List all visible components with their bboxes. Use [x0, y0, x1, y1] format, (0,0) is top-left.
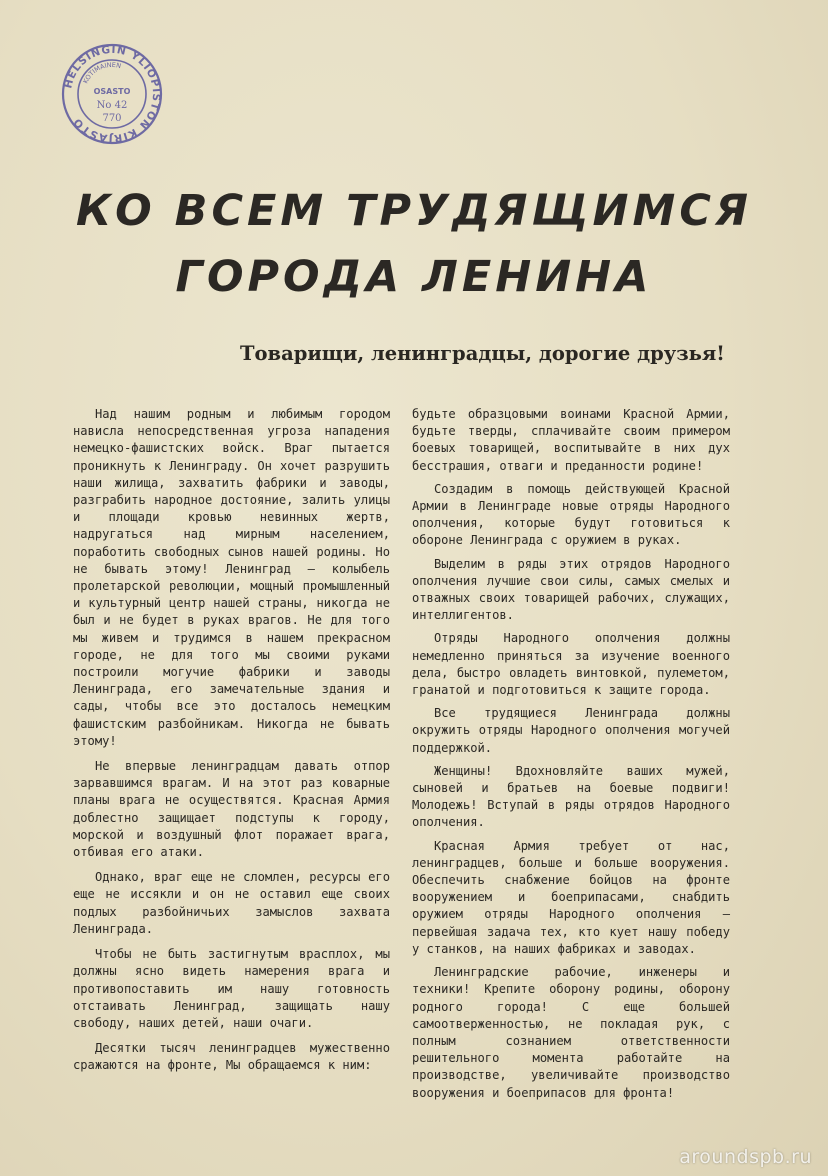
paragraph: Десятки тысяч ленинградцев мужественно сражаются на фронте, Мы обращаемся к ним: [73, 1041, 390, 1073]
paragraph: Ленинградские рабочие, инженеры и техники! Крепите оборону родины, оборону родного города! С еще большей самоотверженностью, не покладая рук, с полным сознанием ответственности решительного момента работайте на производстве, увеличивайте производство вооружения и боеприпасов для фронта! [412, 965, 730, 1100]
paragraph: Над нашим родным и любимым городом нависла непосредственная угроза нападения немецко-фашистских войск. Враг пытается проникнуть к Ленинграду. Он хочет разрушить наши жилища, захватить фабрики и заводы, разграбить народное достояние, залить улицы и площади кровью невинных жертв, надругаться над мирным населением, поработить свободных сынов нашей родины. Но не бывать этому! Ленинград — колыбель пролетарской революции, мощный промышленный и культурный центр нашей страны, никогда не был и не будет в руках врагов. Не для того мы живем и трудимся в нашем прекрасном городе, не для того мы своими руками построили могучие фабрики и заводы Ленинграда, его замечательные здания и сады, чтобы все это досталось немецким фашистским разбойникам. Никогда не бывать этому! [73, 407, 390, 748]
paragraph: Не впервые ленинградцам давать отпор зарвавшимся врагам. И на этот раз коварные планы врага не осуществятся. Красная Армия доблестно защищает подступы к городу, морской и воздушный флот поражает врага, отбивая его атаки. [73, 759, 390, 860]
paragraph: Однако, враг еще не сломлен, ресурсы его еще не иссякли и он не оставил еще своих подлых разбойничьих замыслов захвата Ленинграда. [73, 870, 390, 936]
right-column [412, 406, 730, 1108]
paragraph: будьте образцовыми воинами Красной Армии, будьте тверды, сплачивайте своим примером боевых товарищей, воспитывайте в них дух бесстрашия, отваги и преданности родине! [412, 407, 730, 473]
paragraph: Выделим в ряды этих отрядов Народного ополчения лучшие свои силы, самых смелых и отважных своих товарищей рабочих, служащих, интеллигентов. [412, 556, 730, 623]
paragraph: Красная Армия требует от нас, ленинградцев, больше и больше вооружения. Обеспечить снабжение бойцов на фронте вооружением и боеприпасами, снабдить оружием отряды Народного ополчения — первейшая задача тех, кто кует нашу победу у станков, на наших фабриках и заводах. [412, 838, 730, 956]
stamp-number: No 42 [96, 100, 128, 111]
headline-line-1: КО ВСЕМ ТРУДЯЩИМСЯ [76, 186, 752, 236]
paragraph: Создадим в помощь действующей Красной Армии в Ленинграде новые отряды Народного ополчения, которые будут готовиться к обороне Ленинграда с оружием в руках. [412, 481, 730, 548]
library-stamp [60, 42, 164, 146]
paragraph: Отряды Народного ополчения должны немедленно приняться за изучение военного дела, быстро овладеть винтовкой, пулеметом, гранатой и подготовиться к защите города. [412, 631, 730, 698]
headline-line-2: ГОРОДА ЛЕНИНА [175, 252, 653, 302]
paragraph: Женщины! Вдохновляйте ваших мужей, сыновей и братьев на боевые подвиги! Молодежь! Вступай в ряды отрядов Народного ополчения. [412, 763, 730, 830]
salutation: Товарищи, ленинградцы, дорогие друзья! [240, 342, 725, 365]
stamp-inner-text: KOTIMAINEN [81, 60, 122, 85]
paragraph: Чтобы не быть застигнутым врасплох, мы должны ясно видеть намерения врага и противопоставить им нашу готовность отстаивать Ленинград, защищать нашу свободу, наших детей, наши очаги. [73, 947, 390, 1030]
stamp-dept: OSASTO [93, 87, 131, 96]
site-watermark: aroundspb.ru [679, 1146, 812, 1168]
stamp-ring-text: HELSINGIN YLIOPISTON KIRJASTO [62, 43, 163, 145]
left-column [73, 406, 390, 1083]
paragraph: Все трудящиеся Ленинграда должны окружить отряды Народного ополчения могучей поддержкой. [412, 706, 730, 755]
stamp-number-2: 770 [102, 113, 122, 124]
